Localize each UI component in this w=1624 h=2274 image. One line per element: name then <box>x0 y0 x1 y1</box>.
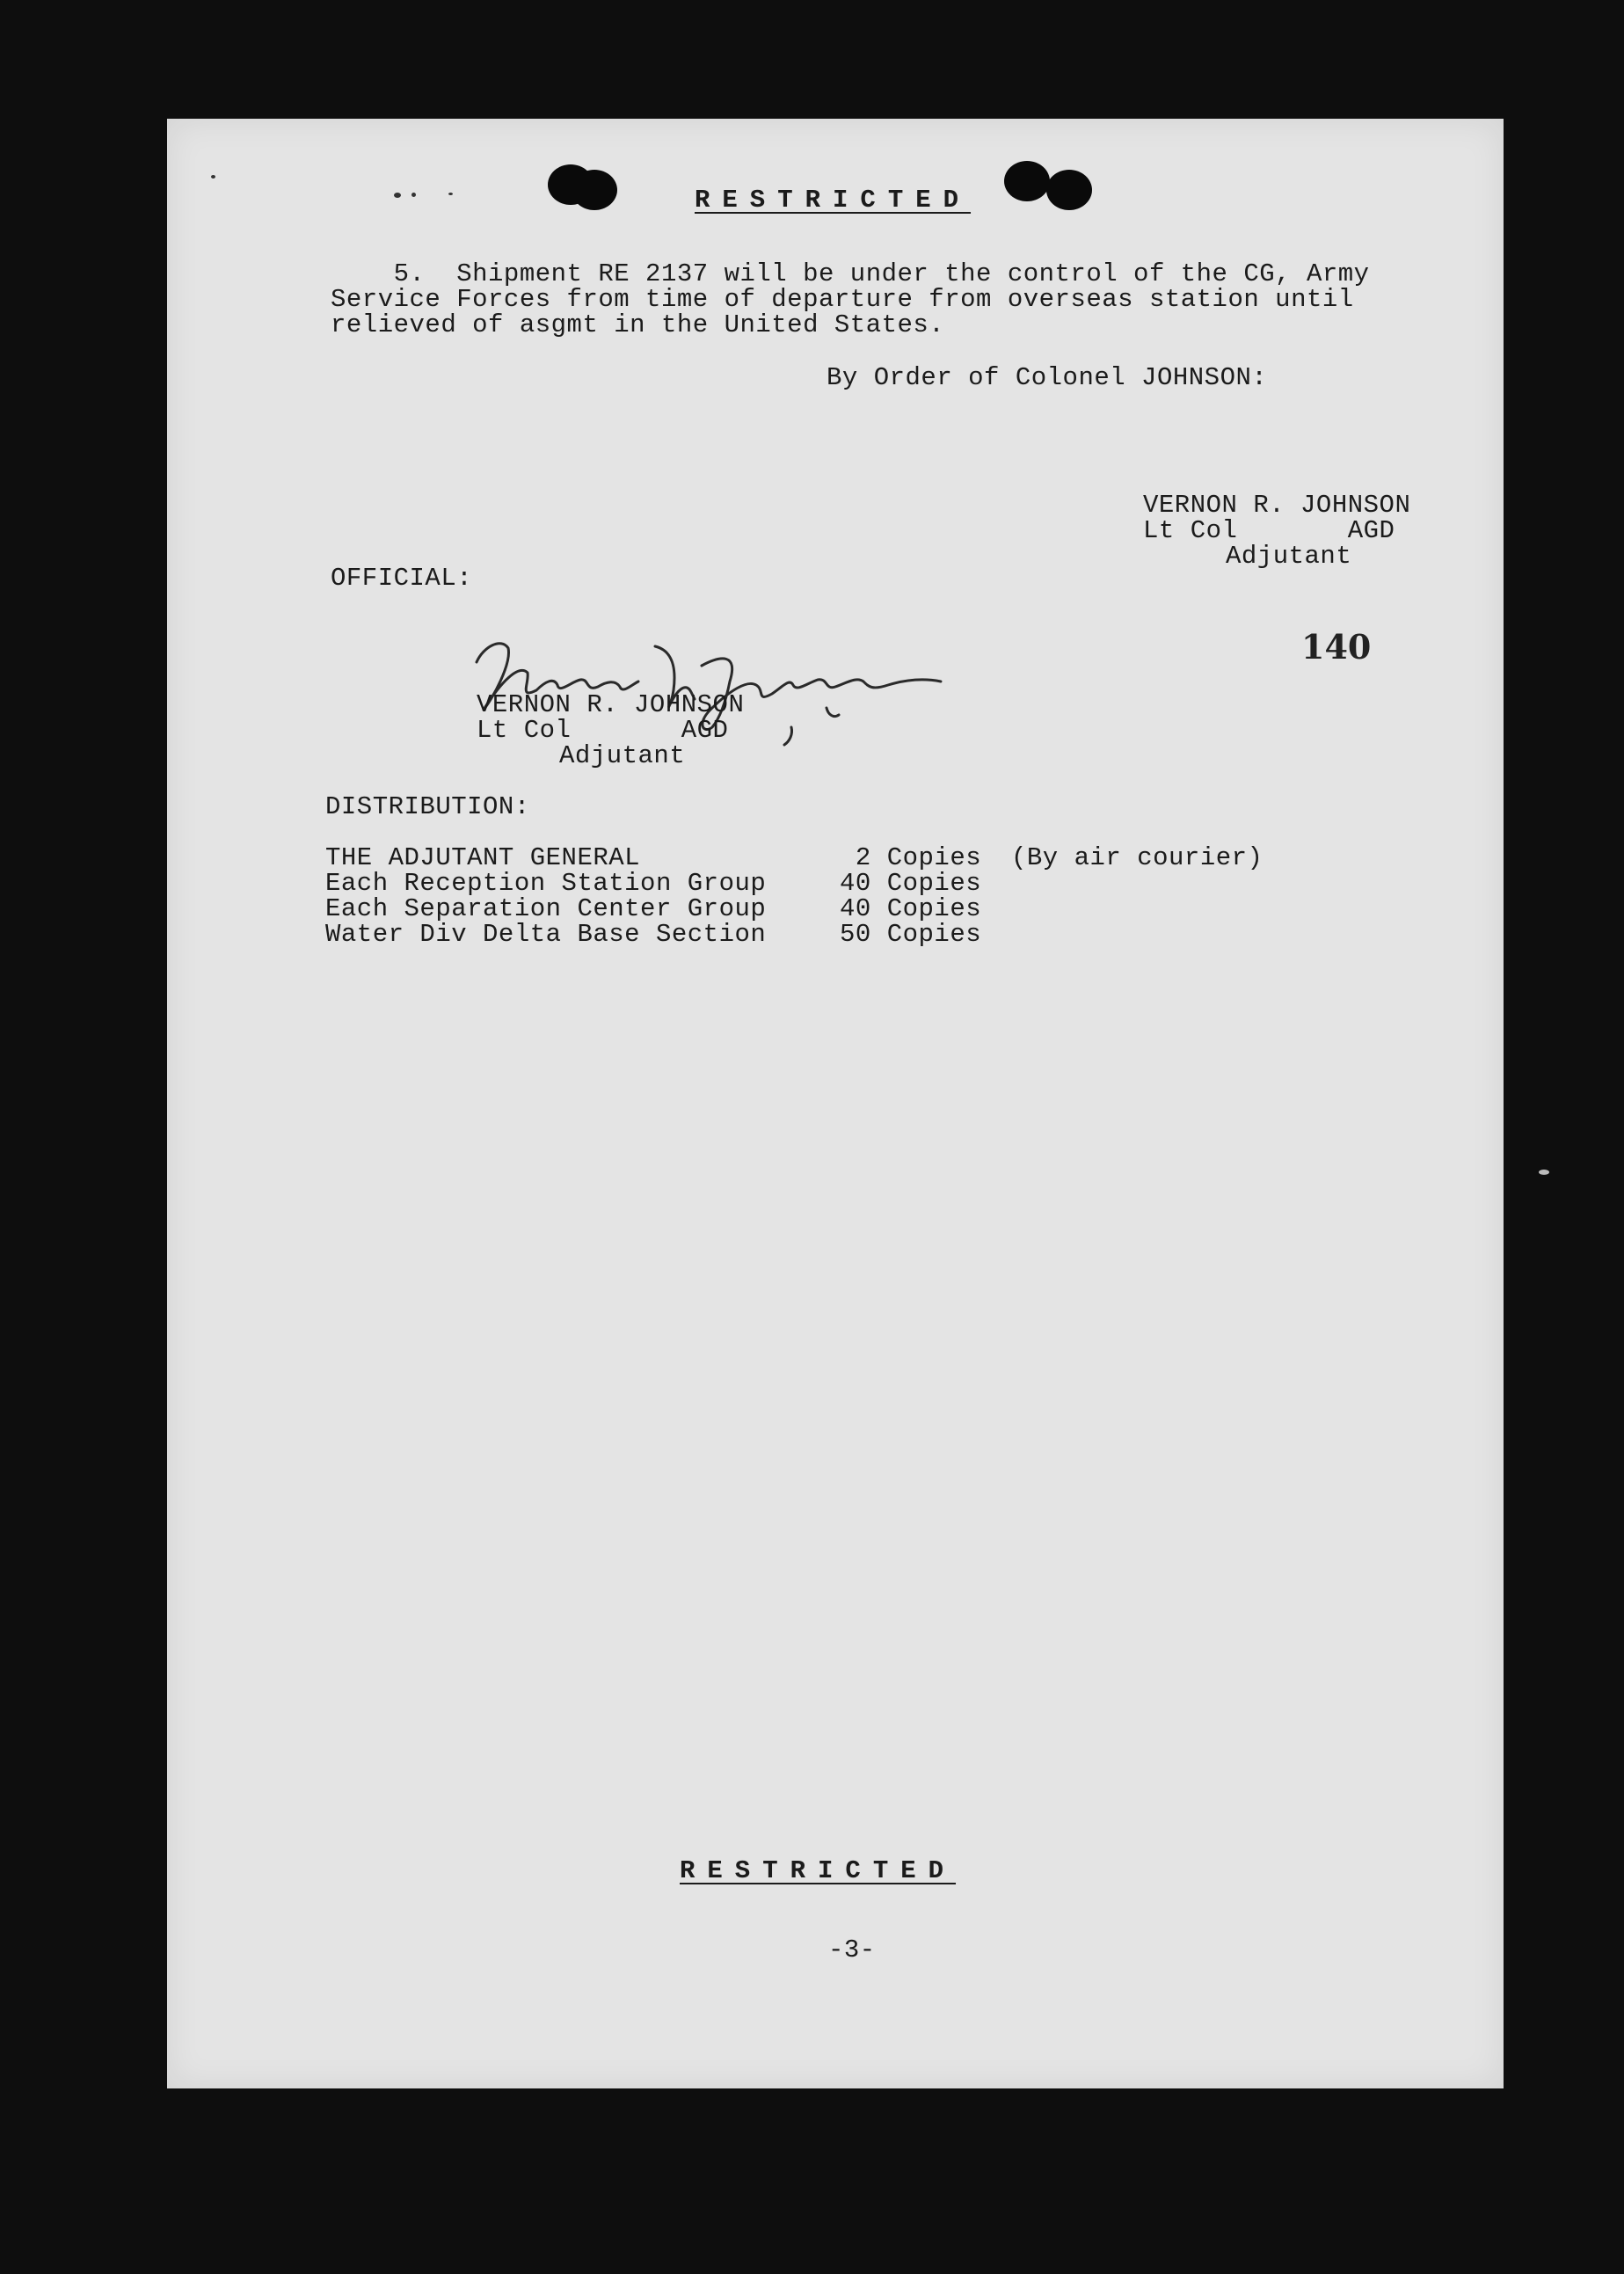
distribution-row-copies: 50 Copies <box>840 920 982 949</box>
distribution-row-copies: 40 Copies <box>840 894 982 923</box>
paragraph-line-1: 5. Shipment RE 2137 will be under the control of the CG, Army <box>331 259 1370 288</box>
paragraph-line-2: Service Forces from time of departure from overseas station until <box>331 285 1354 314</box>
distribution-row-recipient: THE ADJUTANT GENERAL <box>325 843 641 872</box>
speck <box>211 175 215 179</box>
document-page <box>167 119 1504 2088</box>
signer-rank-right: Lt Col AGD <box>1143 516 1395 545</box>
official-signer-name: VERNON R. JOHNSON <box>477 690 745 719</box>
official-label: OFFICIAL: <box>331 564 473 593</box>
signer-name-right: VERNON R. JOHNSON <box>1143 491 1411 520</box>
distribution-row-copies: 40 Copies <box>840 869 982 898</box>
distribution-row-recipient: Each Separation Center Group <box>325 894 767 923</box>
distribution-row-note: (By air courier) <box>1011 843 1264 872</box>
distribution-label: DISTRIBUTION: <box>325 792 530 821</box>
stamp-number: 140 <box>1301 627 1372 667</box>
punch-hole-right-2 <box>1046 170 1092 210</box>
signer-title-right: Adjutant <box>1226 542 1352 571</box>
official-signer-rank: Lt Col AGD <box>477 716 729 745</box>
restricted-header: RESTRICTED <box>695 186 972 215</box>
punch-hole-left-2 <box>572 170 617 210</box>
speck <box>411 193 416 197</box>
official-signer-title: Adjutant <box>559 741 686 770</box>
paragraph-line-3: relieved of asgmt in the United States. <box>331 310 945 339</box>
speck <box>1539 1170 1549 1175</box>
distribution-row-copies: 2 Copies <box>840 843 982 872</box>
distribution-row-recipient: Each Reception Station Group <box>325 869 767 898</box>
speck <box>448 193 453 195</box>
page-number: -3- <box>828 1935 876 1964</box>
by-order-line: By Order of Colonel JOHNSON: <box>827 363 1268 392</box>
distribution-row-recipient: Water Div Delta Base Section <box>325 920 767 949</box>
punch-hole-right-1 <box>1004 161 1050 201</box>
speck <box>394 193 401 198</box>
restricted-footer: RESTRICTED <box>680 1856 957 1885</box>
